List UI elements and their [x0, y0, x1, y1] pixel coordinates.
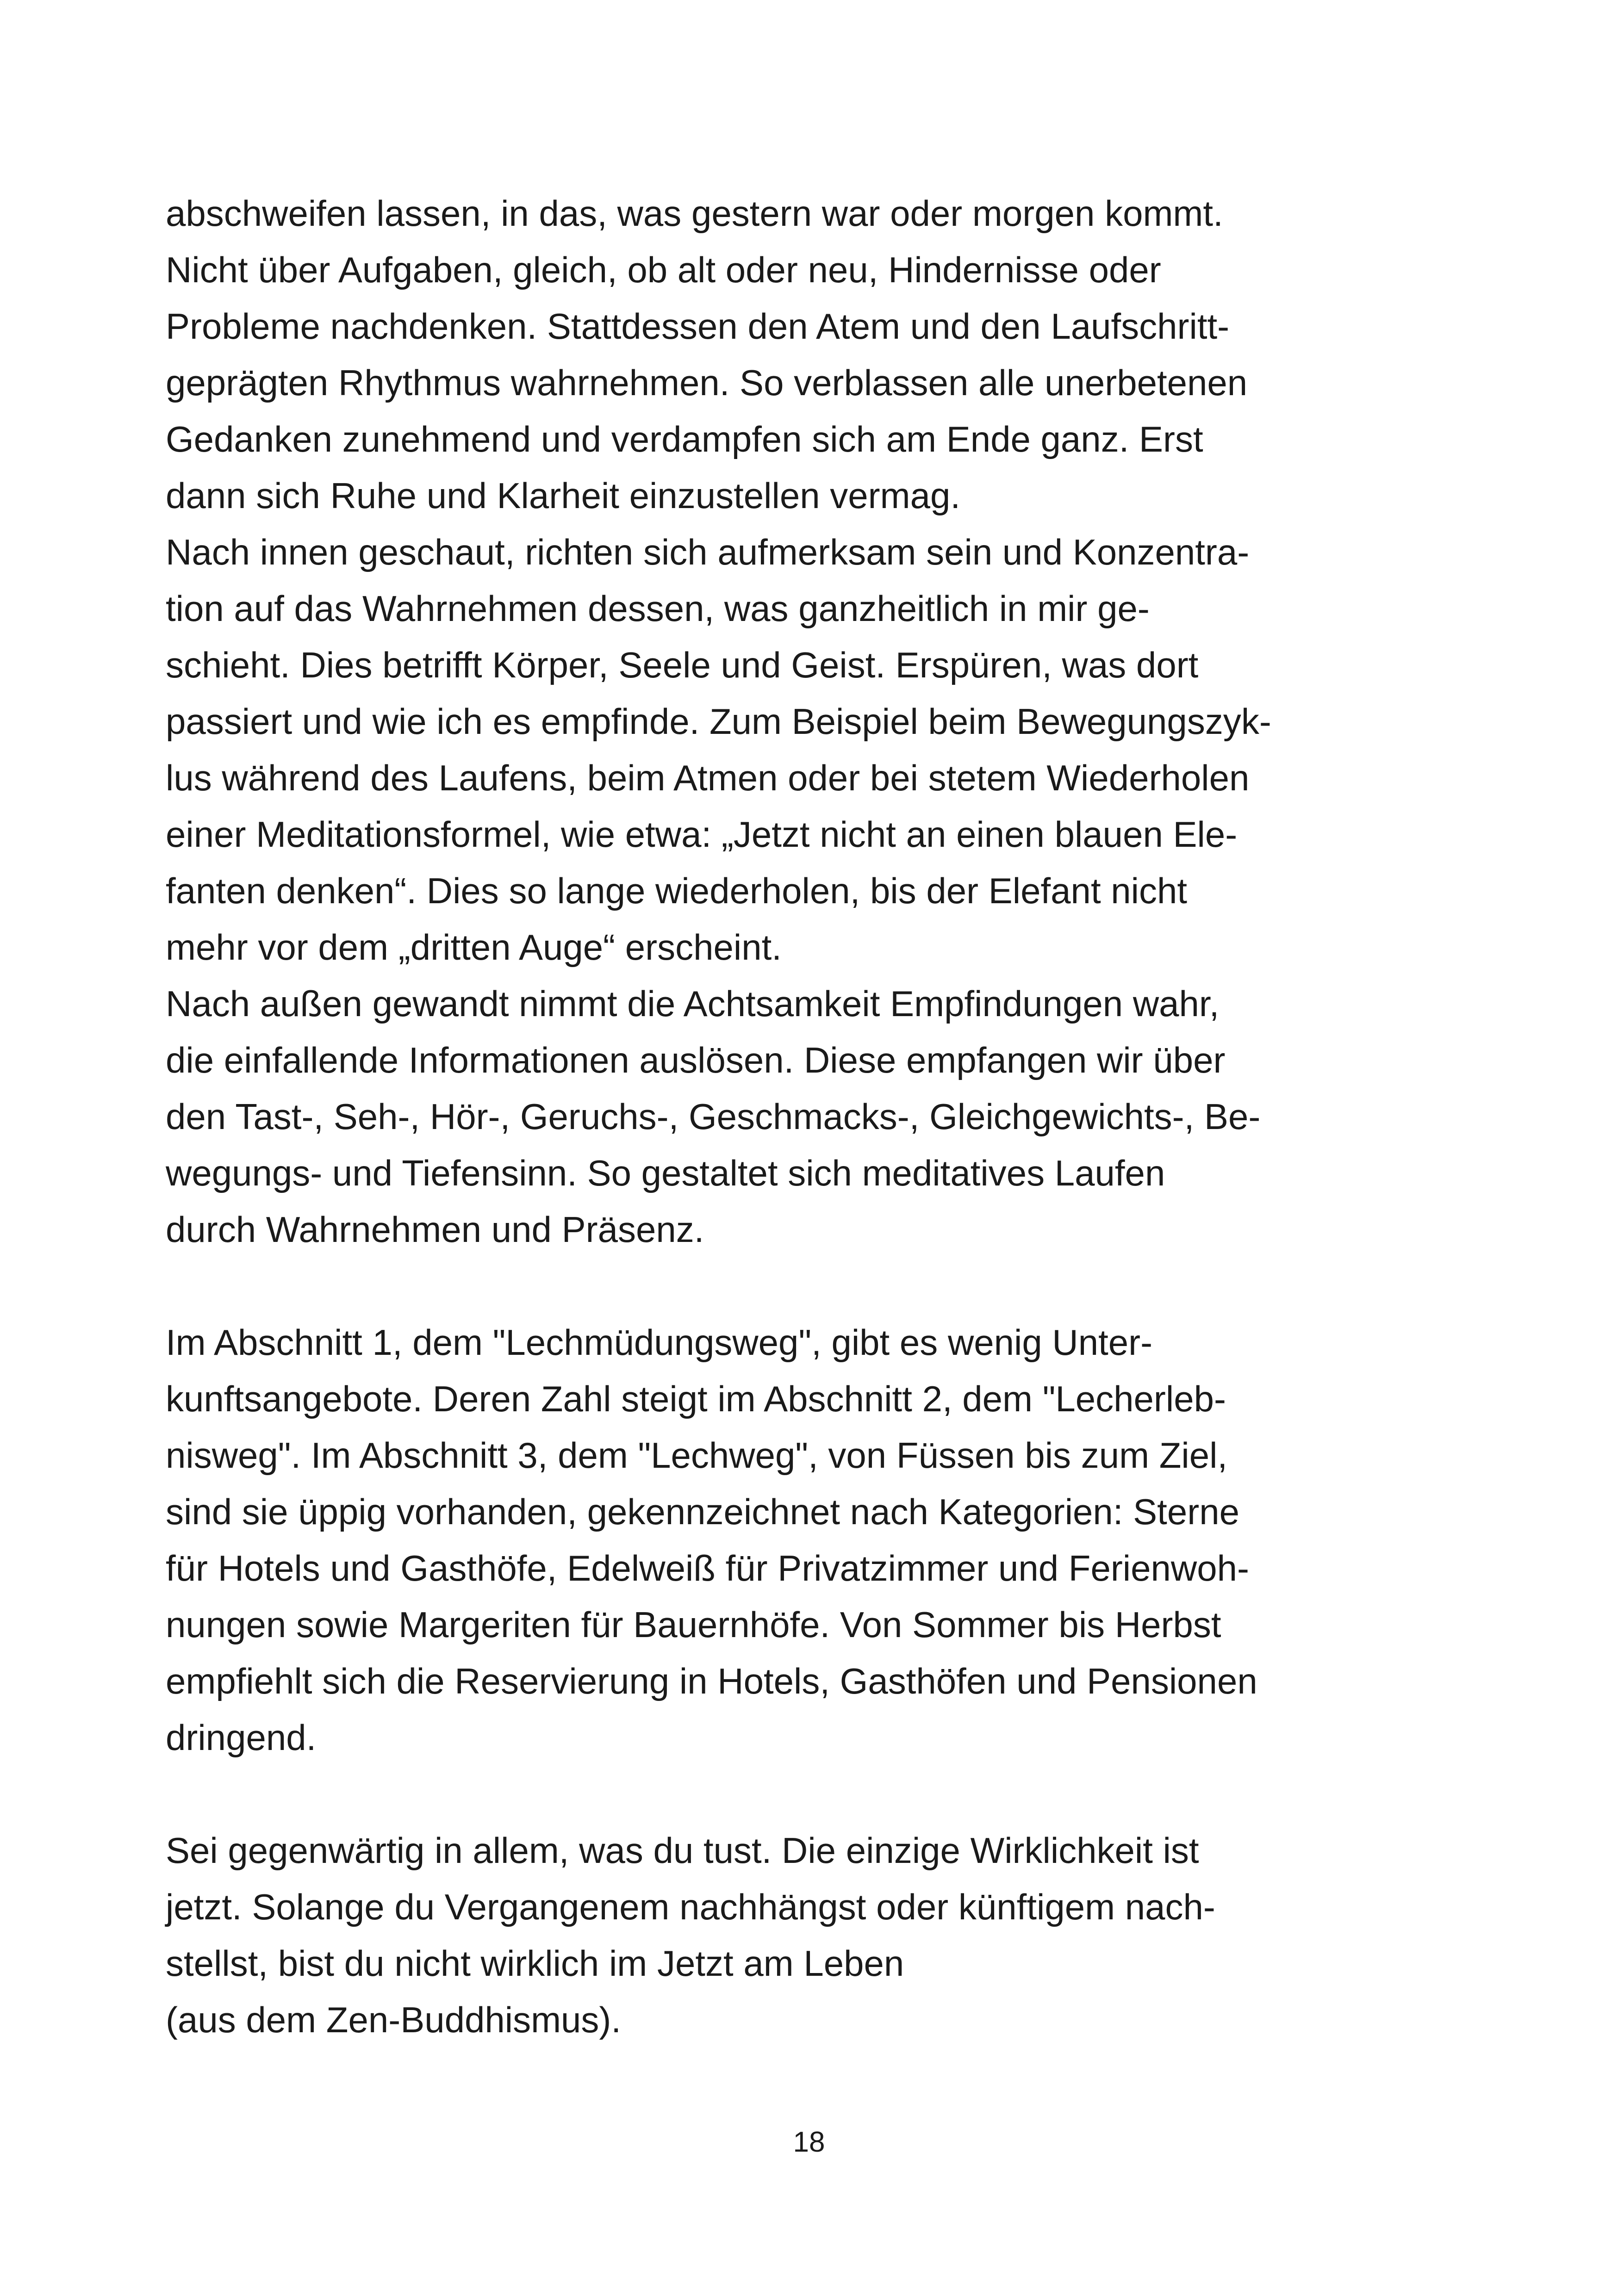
paragraph-1: [166, 185, 1462, 524]
text-line: nungen sowie Margeriten für Bauernhöfe. Von Sommer bis Herbst: [166, 1604, 1221, 1645]
text-line: nisweg". Im Abschnitt 3, dem "Lechweg", von Füssen bis zum Ziel,: [166, 1435, 1228, 1476]
paragraph-spacer: [166, 1766, 1462, 1822]
text-line: kunftsangebote. Deren Zahl steigt im Abschnitt 2, dem "Lecherleb-: [166, 1378, 1226, 1419]
body-text: [166, 185, 1462, 2048]
page-number: 18: [793, 2126, 825, 2158]
text-line: jetzt. Solange du Vergangenem nachhängst oder künftigem nach-: [166, 1886, 1215, 1927]
text-line: abschweifen lassen, in das, was gestern war oder morgen kommt.: [166, 193, 1223, 234]
text-line: den Tast-, Seh-, Hör-, Geruchs-, Geschmacks-, Gleichgewichts-, Be-: [166, 1096, 1261, 1137]
text-line: die einfallende Informationen auslösen. Diese empfangen wir über: [166, 1040, 1226, 1080]
text-line: Im Abschnitt 1, dem "Lechmüdungsweg", gibt es wenig Unter-: [166, 1322, 1153, 1363]
text-line: dringend.: [166, 1717, 317, 1758]
text-line: wegungs- und Tiefensinn. So gestaltet sich meditatives Laufen: [166, 1153, 1165, 1193]
paragraph-4: [166, 1314, 1462, 1766]
text-line: tion auf das Wahrnehmen dessen, was ganzheitlich in mir ge-: [166, 588, 1150, 629]
text-line: geprägten Rhythmus wahrnehmen. So verblassen alle unerbetenen: [166, 362, 1248, 403]
text-line: einer Meditationsformel, wie etwa: „Jetzt nicht an einen blauen Ele-: [166, 814, 1238, 855]
text-line: empfiehlt sich die Reservierung in Hotels, Gasthöfen und Pensionen: [166, 1661, 1257, 1701]
text-line: Sei gegenwärtig in allem, was du tust. Die einzige Wirklichkeit ist: [166, 1830, 1199, 1871]
paragraph-2: [166, 524, 1462, 975]
quote-paragraph: [166, 1822, 1462, 2048]
text-line: Nicht über Aufgaben, gleich, ob alt oder neu, Hindernisse oder: [166, 249, 1161, 290]
paragraph-spacer: [166, 1258, 1462, 1314]
text-line: Nach außen gewandt nimmt die Achtsamkeit Empfindungen wahr,: [166, 983, 1220, 1024]
text-line: passiert und wie ich es empfinde. Zum Beispiel beim Bewegungszyk-: [166, 701, 1271, 742]
text-line: lus während des Laufens, beim Atmen oder bei stetem Wiederholen: [166, 757, 1250, 798]
text-line: dann sich Ruhe und Klarheit einzustellen vermag.: [166, 475, 961, 516]
text-line: fanten denken“. Dies so lange wiederholen, bis der Elefant nicht: [166, 870, 1188, 911]
text-line: Nach innen geschaut, richten sich aufmerksam sein und Konzentra-: [166, 532, 1250, 572]
text-line: mehr vor dem „dritten Auge“ erscheint.: [166, 927, 782, 968]
text-line: für Hotels und Gasthöfe, Edelweiß für Privatzimmer und Ferienwoh-: [166, 1548, 1249, 1589]
text-line: Probleme nachdenken. Stattdessen den Atem und den Laufschritt-: [166, 306, 1230, 347]
quote-source: (aus dem Zen-Buddhismus).: [166, 1999, 622, 2040]
text-line: Gedanken zunehmend und verdampfen sich am Ende ganz. Erst: [166, 419, 1203, 459]
text-line: durch Wahrnehmen und Präsenz.: [166, 1209, 704, 1250]
paragraph-3: [166, 975, 1462, 1258]
text-line: sind sie üppig vorhanden, gekennzeichnet nach Kategorien: Sterne: [166, 1491, 1239, 1532]
text-line: stellst, bist du nicht wirklich im Jetzt am Leben: [166, 1943, 904, 1984]
text-line: schieht. Dies betrifft Körper, Seele und Geist. Erspüren, was dort: [166, 645, 1199, 685]
